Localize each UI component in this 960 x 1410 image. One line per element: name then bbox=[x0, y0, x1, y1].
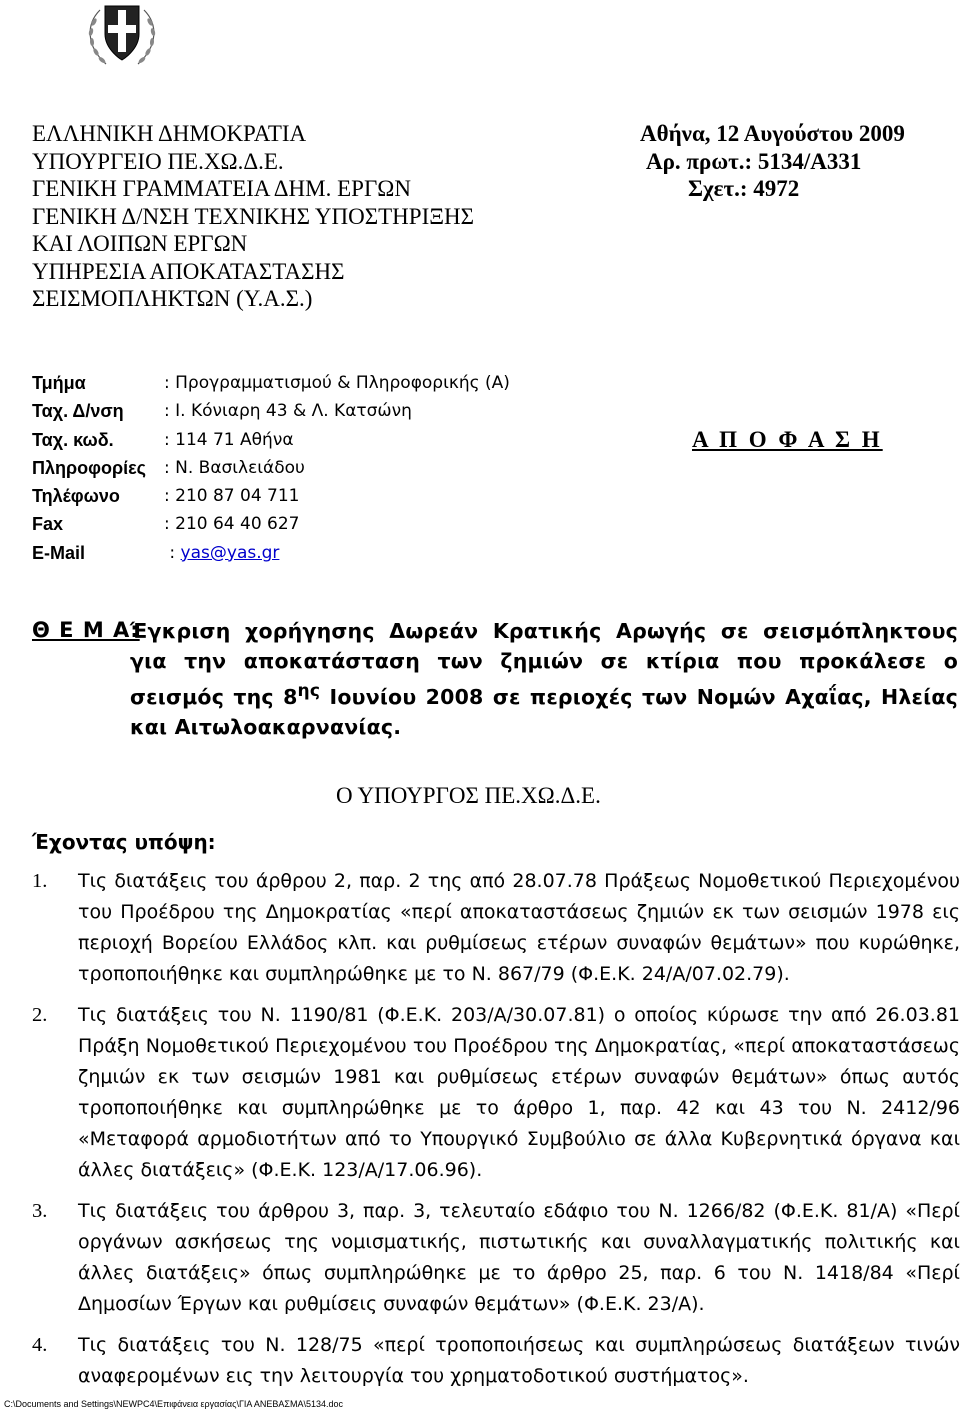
contact-row bbox=[32, 454, 510, 482]
authority-line: ΥΠΗΡΕΣΙΑ ΑΠΟΚΑΤΑΣΤΑΣΗΣ bbox=[32, 258, 345, 284]
issuing-authority-block bbox=[32, 120, 474, 313]
contact-label: Ταχ. Δ/νση bbox=[32, 401, 124, 422]
item-text: Τις διατάξεις του Ν. 128/75 «περί τροποποιήσεως και συμπληρώσεως διατάξεων τινών αναφερομένων εις την λειτουργία του χρηματοδοτικού συστήματος». bbox=[78, 1334, 960, 1387]
email-prefix: : bbox=[169, 542, 181, 563]
file-path-footer: C:\Documents and Settings\NEWPC4\Επιφάνεια εργασίας\ΓΙΑ ΑΝΕΒΑΣΜΑ\5134.doc bbox=[4, 1399, 344, 1409]
coat-of-arms-icon bbox=[72, 0, 172, 72]
contact-value: : Προγραμματισμού & Πληροφορικής (Α) bbox=[164, 373, 510, 393]
item-text: Τις διατάξεις του Ν. 1190/81 (Φ.Ε.Κ. 203/Α/30.07.81) ο οποίος κύρωσε την από 26.03.81 Πράξη Νομοθετικού Περιεχομένου του Προέδρου της Δημοκρατίας, «περί αποκαταστάσεως ζημιών εκ των σεισμών 1981 και ρυθμίσεως ετέρων συναφών θεμάτων» όπως αυτός τροποποιήθηκε και συμπληρώθηκε με το άρθρο 1, παρ. 42 και 43 του Ν. 2412/96 «Μεταφορά αρμοδιοτήτων από το Υπουργικό Συμβούλιο σε άλλα Κυβερνητικά όργανα και άλλες διατάξεις» (Φ.Ε.Κ. 123/Α/17.06.96). bbox=[78, 1004, 960, 1181]
item-text: Τις διατάξεις του άρθρου 2, παρ. 2 της από 28.07.78 Πράξεως Νομοθετικού Περιεχομένου του Προέδρου της Δημοκρατίας «περί αποκαταστάσεως ζημιών εκ των σεισμών 1978 εις περιοχή Βορείου Ελλάδος κλπ. και ρυθμίσεως ετέρων συναφών θεμάτων» που κυρώθηκε, τροποποιήθηκε και συμπληρώθηκε με το Ν. 867/79 (Φ.Ε.Κ. 24/Α/07.02.79). bbox=[78, 870, 960, 985]
contact-label: Ταχ. κωδ. bbox=[32, 429, 114, 450]
contact-details bbox=[32, 369, 510, 567]
authority-line: ΓΕΝΙΚΗ Δ/ΝΣΗ ΤΕΧΝΙΚΗΣ ΥΠΟΣΤΗΡΙΞΗΣ bbox=[32, 203, 475, 229]
authority-line: ΓΕΝΙΚΗ ΓΡΑΜΜΑΤΕΙΑ ΔΗΜ. ΕΡΓΩΝ bbox=[32, 176, 411, 201]
contact-row bbox=[32, 539, 510, 567]
subject-text bbox=[130, 616, 958, 742]
minister-title: Ο ΥΠΟΥΡΓΟΣ ΠΕ.ΧΩ.Δ.Ε. bbox=[336, 783, 601, 808]
subject-label: Θ Ε Μ Α: bbox=[32, 618, 140, 642]
contact-value: : Ν. Βασιλειάδου bbox=[164, 457, 305, 478]
email-link[interactable]: yas@yas.gr bbox=[180, 542, 280, 563]
protocol-number: Αρ. πρωτ.: 5134/Α331 bbox=[646, 148, 862, 174]
list-item bbox=[32, 1330, 960, 1392]
contact-label: Τηλέφωνο bbox=[32, 486, 120, 507]
authority-line: ΣΕΙΣΜΟΠΛΗΚΤΩΝ (Υ.Α.Σ.) bbox=[32, 286, 313, 311]
email-label: E-Mail bbox=[32, 542, 86, 563]
list-item bbox=[32, 866, 960, 990]
greek-emblem bbox=[72, 0, 172, 72]
contact-value: : 210 87 04 711 bbox=[164, 486, 300, 507]
contact-row bbox=[32, 510, 510, 538]
related-reference: Σχετ.: 4972 bbox=[688, 176, 800, 201]
document-date: Αθήνα, 12 Αυγούστου 2009 bbox=[640, 121, 905, 146]
list-item bbox=[32, 1000, 960, 1186]
item-number: 1. bbox=[32, 870, 48, 892]
item-text: Τις διατάξεις του άρθρου 3, παρ. 3, τελευταίο εδάφιο του Ν. 1266/82 (Φ.Ε.Κ. 81/Α) «Περί οργάνων ασκήσεως της νομισματικής, πιστωτικής και συναλλαγματικής πολιτικής και άλλες διατάξεις» όπως συμπληρώθηκε με το άρθρο 25, παρ. 6 του Ν. 1418/84 «Περί Δημοσίων Έργων και ρυθμίσεις συναφών θεμάτων» (Φ.Ε.Κ. 23/Α). bbox=[78, 1200, 960, 1315]
email-value bbox=[164, 539, 279, 567]
authority-line: ΥΠΟΥΡΓΕΙΟ ΠΕ.ΧΩ.Δ.Ε. bbox=[32, 148, 284, 174]
document-reference-block bbox=[640, 120, 905, 203]
item-number: 3. bbox=[32, 1200, 48, 1222]
contact-value: : Ι. Κόνιαρη 43 & Λ. Κατσώνη bbox=[164, 401, 412, 422]
decision-title: Α Π Ο Φ Α Σ Η bbox=[692, 427, 883, 452]
contact-label: Τμήμα bbox=[32, 373, 86, 393]
considering-label: Έχοντας υπόψη: bbox=[32, 830, 216, 854]
contact-value: : 114 71 Αθήνα bbox=[164, 429, 294, 450]
contact-label: Fax bbox=[32, 514, 64, 535]
item-number: 4. bbox=[32, 1334, 48, 1356]
subject-ordinal-suffix: ης bbox=[297, 681, 321, 701]
list-item bbox=[32, 1196, 960, 1320]
considerations-list bbox=[32, 866, 960, 1402]
item-number: 2. bbox=[32, 1004, 48, 1026]
contact-row bbox=[32, 369, 510, 397]
contact-row bbox=[32, 397, 510, 425]
subject-text-part: Ιουνίου 2008 σε περιοχές των Νομών Αχαΐας, Ηλείας και Αιτωλοακαρνανίας. bbox=[130, 684, 958, 739]
authority-line: ΚΑΙ ΛΟΙΠΩΝ ΕΡΓΩΝ bbox=[32, 231, 248, 256]
contact-row bbox=[32, 482, 510, 510]
subject-text-part: Έγκριση χορήγησης Δωρεάν Κρατικής Αρωγής σε σεισμόπληκτους για την αποκατάσταση των ζημιών σε κτίρια που προκάλεσε ο σεισμός της 8 bbox=[130, 619, 958, 709]
contact-label: Πληροφορίες bbox=[32, 457, 147, 478]
contact-row bbox=[32, 426, 510, 454]
authority-line: ΕΛΛΗΝΙΚΗ ΔΗΜΟΚΡΑΤΙΑ bbox=[32, 121, 307, 146]
contact-value: : 210 64 40 627 bbox=[164, 514, 300, 535]
